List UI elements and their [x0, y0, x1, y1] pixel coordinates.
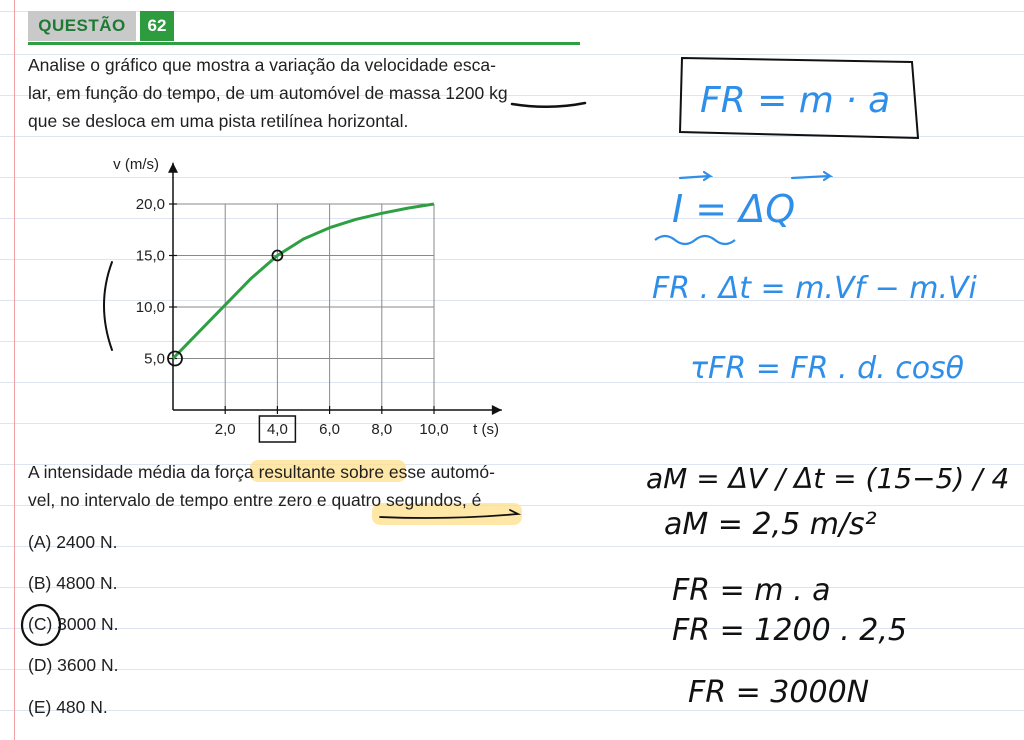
option-e[interactable]: (E) 480 N. — [28, 697, 108, 717]
y-tick-label: 5,0 — [144, 350, 165, 368]
note-blue-4: τFR = FR . d. cosθ — [690, 351, 965, 386]
black-notes — [646, 462, 1009, 710]
vector-arrow-icon — [792, 172, 830, 180]
underline-mass — [512, 103, 585, 107]
note-blue-1: FR = m · a — [700, 80, 891, 121]
bracket-mark — [104, 262, 112, 350]
statement-line: lar, em função do tempo, de um automóvel de massa 1200 kg — [28, 83, 508, 103]
y-tick-label: 10,0 — [135, 299, 165, 316]
underline-quatro-segundos — [380, 510, 518, 518]
note-blue-2: I = ΔQ — [672, 187, 796, 231]
note-black-4: FR = 1200 . 2,5 — [672, 613, 907, 648]
note-blue-3: FR . Δt = m.Vf − m.Vi — [652, 271, 977, 306]
statement-line: que se desloca em uma pista retilínea horizontal. — [28, 111, 409, 131]
x-tick-label: 6,0 — [319, 421, 341, 438]
vector-arrow-icon — [680, 172, 710, 180]
squiggle-underline — [655, 236, 735, 244]
statement-line: Analise o gráfico que mostra a variação da velocidade esca- — [28, 55, 496, 75]
note-black-1: aM = ΔV / Δt = (15−5) / 4 — [646, 462, 1010, 495]
x-axis-label: t (s) — [473, 421, 499, 438]
option-d[interactable]: (D) 3600 N. — [28, 655, 119, 675]
x-tick-label: 2,0 — [214, 421, 236, 438]
note-black-3: FR = m . a — [672, 573, 831, 608]
x-tick-label: 4,0 — [266, 421, 288, 438]
answer-circle — [22, 605, 60, 645]
question-label: QUESTÃO — [28, 11, 136, 41]
option-c[interactable]: (C) 3000 N. — [28, 614, 119, 634]
note-black-2: aM = 2,5 m/s² — [664, 507, 877, 542]
y-tick-label: 15,0 — [135, 247, 165, 265]
y-tick-label: 20,0 — [135, 196, 165, 213]
ask-line: vel, no intervalo de tempo entre zero e quatro segundos, é — [28, 490, 482, 510]
ask-line: A intensidade média da força resultante sobre esse automó- — [28, 462, 495, 482]
note-black-5: FR = 3000N — [688, 675, 870, 710]
x-tick-label: 8,0 — [371, 421, 393, 438]
y-axis-label: v (m/s) — [113, 155, 159, 173]
option-a[interactable]: (A) 2400 N. — [28, 532, 118, 552]
x-tick-label: 10,0 — [419, 421, 449, 438]
blue-notes — [652, 80, 978, 386]
question-number: 62 — [140, 11, 174, 41]
option-b[interactable]: (B) 4800 N. — [28, 573, 118, 593]
